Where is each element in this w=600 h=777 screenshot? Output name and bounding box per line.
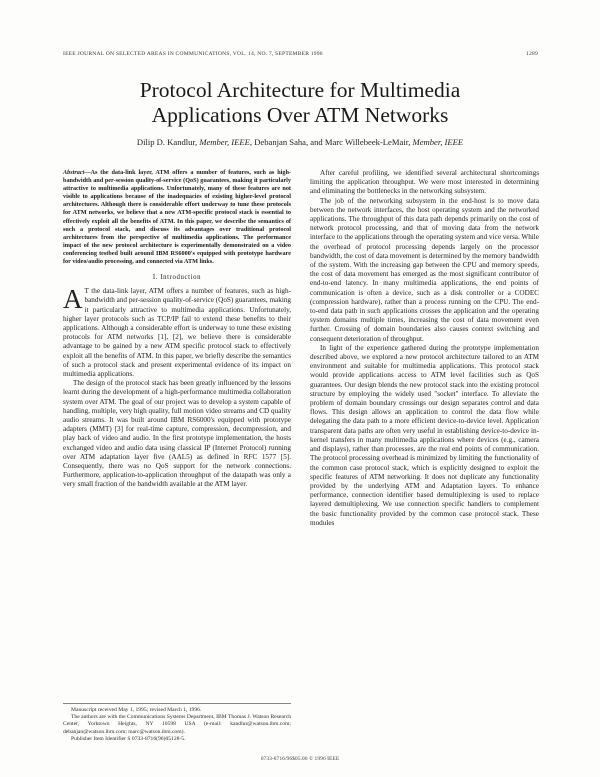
title-line-1: Protocol Architecture for Multimedia bbox=[139, 78, 461, 102]
intro-paragraph-1 bbox=[63, 284, 291, 379]
drop-cap: A bbox=[63, 284, 83, 315]
intro-paragraph-2: The design of the protocol stack has been greatly influenced by the lessons learnt during the development of a high-performance multimedia collaboration system over ATM. The goal of our project was to develop a system capable of handling, multiple, very high quality, full motion video streams and CD quality audio streams. It was built around IBM RS6000's equipped with prototype adapters (MMT) [3] for real-time capture, compression, decompression, and play back of video and audio. In the first prototype implementation, the hosts exchanged video and audio data using classical IP (Internet Protocol) running over ATM adaptation layer five (AAL5) as defined in RFC 1577 [5]. Consequently, there was no QoS support for the network connections. Furthermore, application-to-application throughput of the datapath was only a very small fraction of the bandwidth available at the ATM layer. bbox=[63, 379, 291, 489]
copyright-line: 0733-8716/96$05.00 © 1996 IEEE bbox=[260, 756, 340, 762]
author-list bbox=[0, 137, 600, 147]
abstract bbox=[63, 169, 291, 266]
left-column bbox=[63, 169, 291, 490]
footnote-affiliation: The authors are with the Communications Systems Department, IBM Thomas J. Watson Research Center, Yorktown Heights, NY 10598 USA (e-mail: kandlur@watson.ibm.com; debanjan@watson.ibm.com; marc@watson.ibm.com). bbox=[63, 714, 291, 735]
journal-name: IEEE JOURNAL ON SELECTED AREAS IN COMMUNICATIONS, VOL. 14, NO. 7, SEPTEMBER 1996 bbox=[63, 51, 323, 57]
intro-body bbox=[63, 284, 291, 489]
footnote-identifier: Publisher Item Identifier S 0733-8716(96)05128-5. bbox=[71, 735, 186, 742]
abstract-text: As the data-link layer, ATM offers a number of features, such as high-bandwidth and per-session quality-of-service (QoS) guarantees, making it particularly attractive to multimedia applications. Unfortunately, many of these features are not visible to applications because of the inadequacies of existing higher-level protocol architectures. Although there is considerable effort underway to tune these protocols for ATM networks, we believe that a new ATM-specific protocol stack is essential to effectively exploit all the benefits of ATM. In this paper, we describe the semantics of such a protocol stack, and discuss its advantages over traditional protocol architectures from the perspective of multimedia applications. The performance impact of the new protocol architecture is experimentally demonstrated on a video conferencing testbed built around IBM RS6000's equipped with prototype hardware for video/audio processing, and connected via ATM links. bbox=[63, 169, 291, 266]
page-number: 1289 bbox=[526, 51, 538, 57]
right-column bbox=[310, 169, 539, 528]
author-1: Dilip D. Kandlur, bbox=[136, 137, 198, 147]
running-head bbox=[63, 51, 538, 57]
right-paragraph-2: The job of the networking subsystem in the end-host is to move data between the network interfaces, the host operating system and the networked applications. The throughput of this data path depends primarily on the cost of network protocol processing, and that of moving data from the network interface to the applications through the operating system and vice versa. While the overhead of protocol processing depends largely on the processor bandwidth, the cost of data movement is determined by the memory bandwidth of the system. With the increasing gap between the CPU and memory speeds, the cost of data movement has emerged as the most significant contributor of end-to-end latency. In many multimedia applications, the end points of communication is often a device, such as a disk controller or a CODEC (compression hardware), rather than a process running on the CPU. The end-to-end data path in such applications crosses the application and the operating system domains multiple times, increasing the cost of data movement even further. Crossing of domain boundaries also causes context switching and consequent deterioration of throughput. bbox=[310, 196, 539, 343]
author-2: Debanjan Saha, and Marc Willebeek-LeMair, bbox=[254, 137, 411, 147]
section-heading: I. Introduction bbox=[152, 274, 202, 282]
footnote-received: Manuscript received May 1, 1995; revised March 1, 1996. bbox=[71, 707, 202, 713]
author-1-role: Member, IEEE, bbox=[199, 137, 253, 147]
paper-title bbox=[0, 78, 600, 128]
author-2-role: Member, IEEE bbox=[412, 137, 464, 147]
right-paragraph-1: After careful profiling, we identified several architectural shortcomings limiting the application throughput. We were most interested in determining and eliminating the bottlenecks in the networking subsystem. bbox=[310, 169, 539, 196]
abstract-lead: Abstract— bbox=[63, 169, 91, 176]
footnote bbox=[63, 703, 291, 743]
intro-paragraph-1-text: T the data-link layer, ATM offers a number of features, such as high-bandwidth and per-session quality-of-service (QoS) guarantees, making it particularly attractive to multimedia applications. Unfortunately, higher layer protocols such as TCP/IP fail to extend these benefits to their applications. Although a considerable effort is underway to tune these existing protocols for ATM networks [1], [2], we believe there is considerable advantage to be gained by a new ATM specific protocol stack to effectively exploit all the benefits of ATM. In this paper, we briefly describe the semantics of such a protocol stack and present experimental evidence of its impact on multimedia applications. bbox=[63, 287, 291, 378]
right-paragraph-3: In light of the experience gathered during the prototype implementation described above, we explored a new protocol architecture tailored to an ATM environment and suitable for multimedia applications. This protocol stack would provide applications access to ATM level facilities such as QoS guarantees. Our design blends the new protocol stack into the existing protocol structure by employing the widely used "socket" interface. To alleviate the problem of domain boundary crossings our design separates control and data flows. This design allows an application to control the data flow while delegating the data path to a more efficient device-to-device level. Application transparent data paths are often very useful in establishing device-to-device in-kernel transfers in many multimedia applications where devices (e.g., camera and displays), rather than processes, are the real end points of communication. The protocol processing overhead is minimized by limiting the functionality of the common case protocol stack, which is explicitly designed to exploit the specific features of ATM networking. It does not duplicate any functionality provided by the underlying ATM and Adaptation layers. To enhance performance, connection identifier based demultiplexing is used to replace layered demultiplexing. We use connection specific handlers to complement the basic functionality provided by the common case protocol stack. These modules bbox=[310, 343, 539, 527]
title-line-2: Applications Over ATM Networks bbox=[151, 103, 449, 127]
